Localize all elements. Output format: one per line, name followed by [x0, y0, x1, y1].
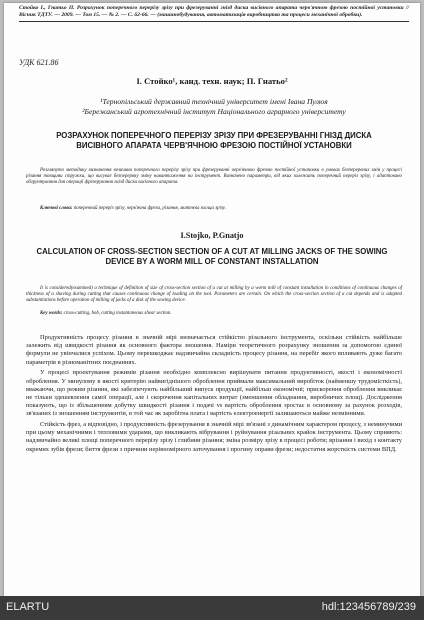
title-ukrainian: РОЗРАХУНОК ПОПЕРЕЧНОГО ПЕРЕРІЗУ ЗРІЗУ ПРИ ФРЕЗЕРУВАННІ ГНІЗД ДИСКА ВИСІВНОГО АПАРАТА ЧЕРВ'ЯЧНОЮ ФРЕЗОЮ ПОСТІЙНОЇ УСТАНОВКИ [56, 131, 372, 150]
keywords-label: Key words: [40, 311, 63, 316]
udc-code: УДК 621.86 [19, 58, 59, 67]
keywords-ukrainian [26, 206, 402, 212]
body-paragraph: Продуктивність процесу різання в значній мірі визначається стійкістю різального інструмента, оскільки стійкість найбільше залежить від швидкості різання як основного фактора зношення. Наміри теоретичного розрахунку зношення за допомогою єдиної формули не увінчалися успіхом. Цьому перешкоджає надзвичайна складність процесу різання, на перебіг якого впливають дуже багато параметрів в різноманітних поєднаннях. [26, 334, 402, 366]
title-english: CALCULATION OF CROSS-SECTION SECTION OF A CUT AT MILLING JACKS OF THE SOWING DEVICE BY A WORM MILL OF CONSTANT INSTALLATION [36, 247, 388, 266]
affiliation-1: ¹Тернопільський державний технічний університет імені Івана Пулюя [100, 97, 328, 106]
keywords-label: Ключові слова: [40, 206, 73, 211]
affiliations [44, 97, 384, 116]
body-paragraph: У процесі проектування режимів різання необхідно комплексно вирішувати питання продуктивності, якості і економічності оброблення. У минулому в якості критерію найвигіднішого оброблення приймали максимальний виробіток (найменшу трудомісткість), вважаючи, що режим різання, які забезпечують найбільший випуск продукції, найбільш економічні; прискорення оброблення викликає не тільки здешевлення самої операції, але і скорочення капітальних витрат (зменшення обладнання, виробничих площ). Дослідження показують, що із збільшенням добутку швидкості різання і подачі vs вартість оброблення зростає в основному за рахунок розходів, зв'язаних із зношенням інструментів, в той час як заробітна плата і вартість електроенергії залишаються майже незмінними. [26, 369, 402, 418]
citation-header: Стойко І., Гнатьо П. Розрахунок поперечного перерізу зрізу при фрезеруванні гнізд диска висівного апарата черв'ячною фрезою постійної установки // Вісник ТДТУ. — 2009. — Том 15. — № 2. — С. 62-66. — (машинобудування, автоматизація виробництва та процеси механічної обробки). [19, 5, 409, 22]
repository-footer [0, 596, 424, 620]
keywords-english [26, 311, 402, 317]
repository-name[interactable]: ELARTU [6, 601, 50, 613]
abstract-ukrainian: Розглянуто методику визначення величини поперечного перерізу зрізу при фрезеруванні черв'ячною фрезою постійної установки в умовах безперервних змін у процесі різання товщини стружки, що висуває безперервну зміну навантаження на інструмент. Визначено параметри, від яких залежить поперечний переріз зрізу, і адаптовано обгрунтування для операції фрезерування гнізд диска висівного апарата. [26, 168, 402, 186]
body-text [26, 334, 402, 456]
affiliation-2: ²Бережанський агротехнічний інститут Національного аграрного університету [82, 106, 346, 116]
abstract-english: It is considered(examined) a technique of definition of size of cross-section section of a cut at milling by a worm mill of constant installation in conditions of continuous changes of thickness of a shaving during cutting that causes continuous change of loading on the tool. Parameters are certain. On which the cross-section section of a cut depends and is adapted substantiations before operation of milling of jacks of a disk of the sowing device. [26, 286, 402, 304]
authors-ukrainian: І. Стойко¹, канд. техн. наук; П. Гнатьо² [136, 76, 288, 86]
handle-link[interactable]: hdl:123456789/239 [321, 601, 416, 613]
body-paragraph: Стійкість фрез, а відповідно, і продуктивність фрезерування в значній мірі зв'язані з динамічним характером процесу, з неминучими при цьому механічними і тепловими ударами, що викликають вібрування і руйнування різальних крайок інструмента. Цьому сприяють: надзвичайно великі площі поперечного перерізу зрізу і глибини різання; зміна розміру зрізу в процесі роботи; врізання і вихід з контакту окремих зубів фрези; биття фрези з причини нерівномірного заточування і прогину оправи фрези; недостатня жорсткість системи ВПД. [26, 421, 402, 453]
paper-page [4, 3, 420, 596]
keywords-text: поперечний переріз зрізу, черв'ячна фреза, різання, миттєва площа зрізу. [73, 206, 226, 211]
authors-english: I.Stojko, P.Gnatjo [180, 231, 244, 240]
keywords-text: cross-cutting, hob, cutting instantaneous shear section. [63, 311, 172, 316]
